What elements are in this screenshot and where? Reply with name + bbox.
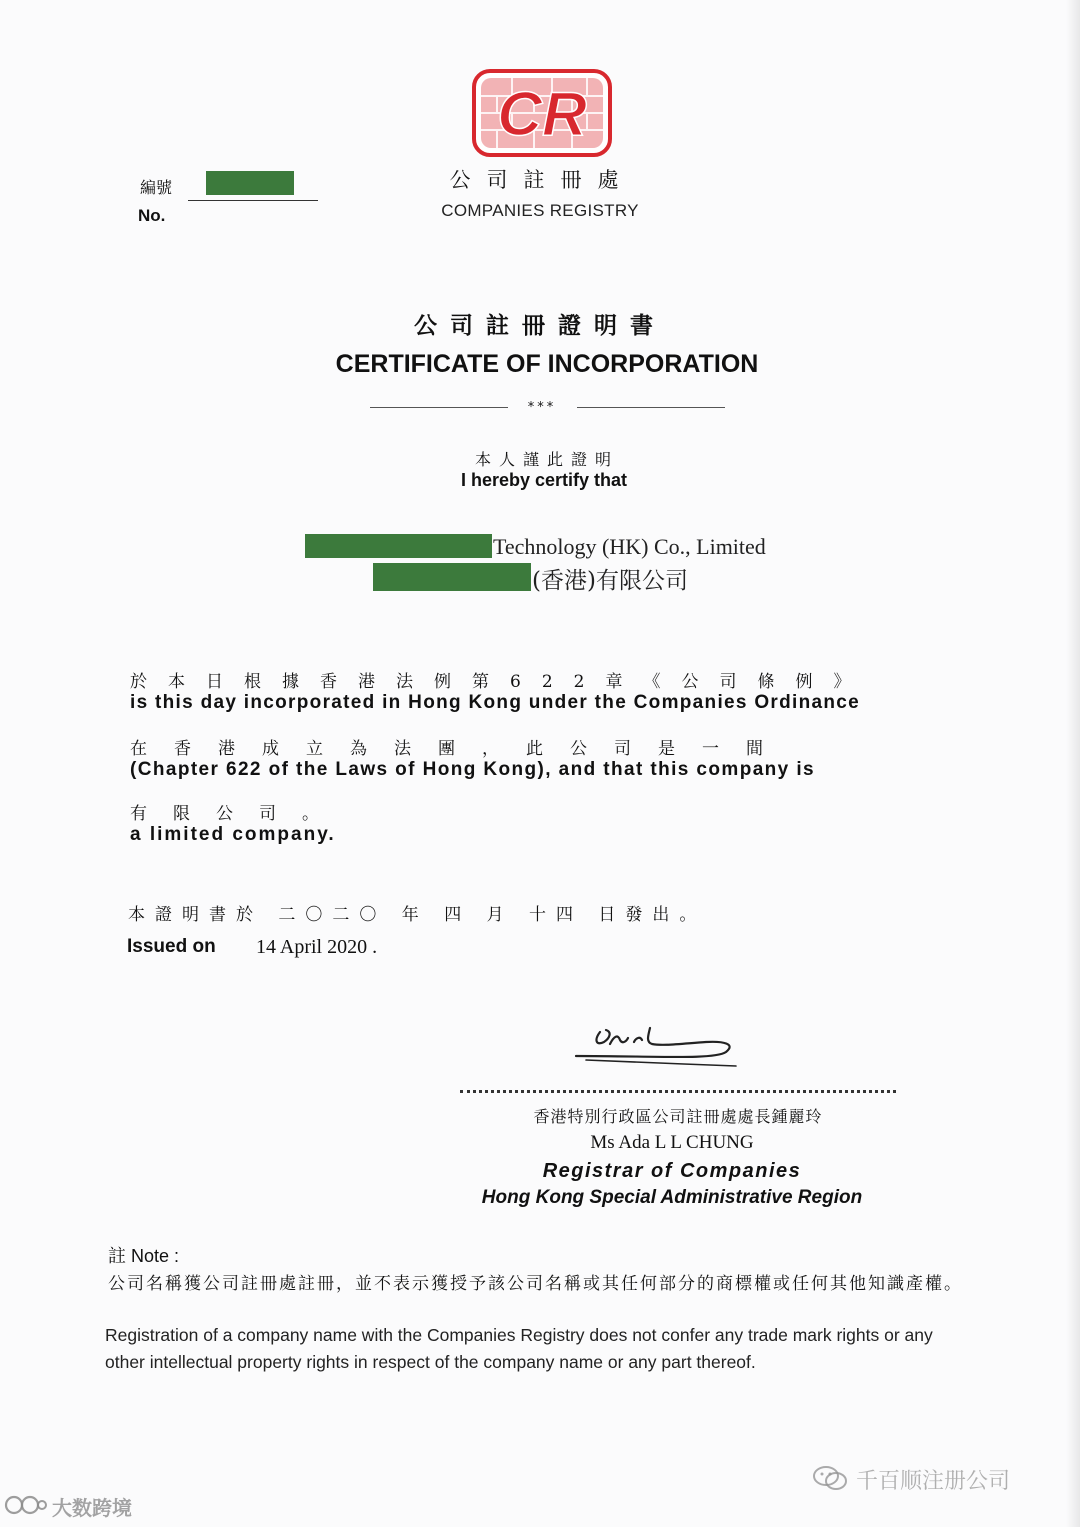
- issued-zh: 本證明書於 二〇二〇 年 四 月 十四 日發出。: [128, 905, 707, 925]
- divider-left: [370, 407, 508, 408]
- issued-date: 14 April 2020 .: [256, 936, 378, 958]
- watermark-right-text: 千百顺注册公司: [856, 1469, 1011, 1494]
- body-line1-en: is this day incorporated in Hong Kong under the Companies Ordinance: [130, 692, 861, 713]
- number-redaction: [206, 171, 294, 195]
- registrar-name: Ms Ada L L CHUNG: [590, 1132, 754, 1153]
- company-name-zh: (香港)有限公司: [532, 568, 688, 594]
- body-line3-en: a limited company.: [130, 824, 336, 845]
- watermark-right: [812, 1462, 1052, 1496]
- divider-stars: ***: [527, 400, 557, 415]
- page-edge-shadow: [1066, 0, 1080, 1527]
- number-label-en: No.: [138, 206, 166, 225]
- company-name-redaction-en: [305, 534, 492, 558]
- body-line3-zh: 有限公司。: [130, 804, 345, 824]
- divider-right: [577, 407, 725, 408]
- signature-dotted-line: [460, 1086, 896, 1093]
- note-text-en: Registration of a company name with the Companies Registry does not confer any trade mark rights or any other intellectual property rights in respect of the company name or any part thereof.: [105, 1325, 933, 1372]
- company-name-en: Technology (HK) Co., Limited: [493, 534, 766, 559]
- registrar-signature: [566, 1022, 746, 1076]
- registrar-title-en: Registrar of Companies: [542, 1160, 802, 1182]
- certify-zh: 本人謹此證明: [474, 450, 619, 469]
- wechat-icon: [812, 1464, 848, 1492]
- brand-logo-icon: [4, 1492, 48, 1518]
- company-name-redaction-zh: [373, 563, 531, 591]
- watermark-left-text: 大数跨境: [52, 1496, 132, 1520]
- cr-logo-icon: [472, 69, 612, 157]
- note-heading: 註 Note :: [108, 1246, 180, 1266]
- title-zh: 公司註冊證明書: [414, 312, 666, 339]
- issued-label: Issued on: [127, 936, 216, 957]
- logo-text: CR: [497, 80, 587, 149]
- body-line2-en: (Chapter 622 of the Laws of Hong Kong), and that this company is: [130, 759, 815, 780]
- body-line2-zh: 在香港成立為法團，此公司是一間: [130, 739, 790, 759]
- registry-name-en: COMPANIES REGISTRY: [441, 201, 639, 220]
- registrar-region: Hong Kong Special Administrative Region: [481, 1187, 863, 1208]
- body-line1-zh: 於本日根據香港法例第622章《公司條例》: [130, 672, 872, 692]
- registry-name-zh: 公司註冊處: [449, 168, 635, 192]
- watermark-left: [4, 1490, 164, 1524]
- registrar-title-zh: 香港特別行政區公司註冊處處長鍾麗玲: [533, 1107, 823, 1126]
- number-label-zh: 編號: [140, 178, 173, 197]
- certify-en: I hereby certify that: [460, 470, 628, 490]
- note-text-zh: 公司名稱獲公司註冊處註冊，並不表示獲授予該公司名稱或其任何部分的商標權或任何其他知識產權。: [108, 1274, 963, 1294]
- number-underline: [188, 200, 318, 201]
- title-en: CERTIFICATE OF INCORPORATION: [335, 350, 759, 378]
